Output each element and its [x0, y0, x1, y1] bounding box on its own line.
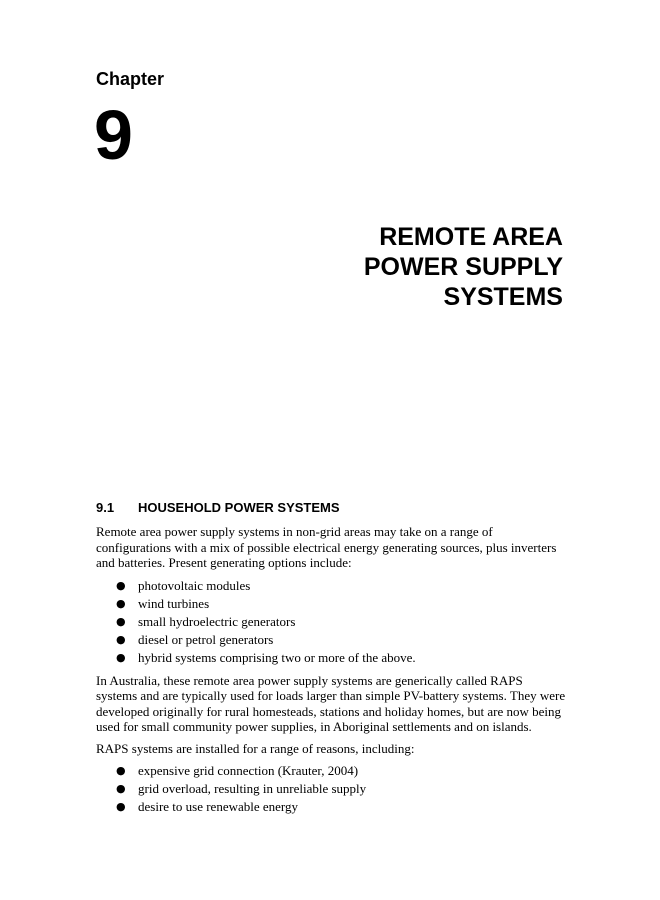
bullet-icon: ●	[116, 578, 126, 592]
generating-options-list	[96, 577, 566, 667]
bullet-icon: ●	[116, 764, 126, 777]
chapter-title-line: POWER SUPPLY	[363, 253, 563, 281]
chapter-title-line: REMOTE AREA	[379, 223, 563, 251]
list-item-text: diesel or petrol generators	[138, 631, 274, 647]
list-item	[96, 577, 566, 595]
list-item	[96, 649, 566, 667]
bullet-icon: ●	[116, 614, 126, 628]
list-item	[96, 613, 566, 631]
list-item	[96, 798, 566, 816]
list-item-text: grid overload, resulting in unreliable supply	[138, 781, 367, 796]
bullet-icon: ●	[116, 596, 126, 610]
list-item-text: hybrid systems comprising two or more of the above.	[138, 649, 416, 665]
list-item	[96, 762, 566, 780]
bullet-icon: ●	[116, 800, 126, 813]
list-item	[96, 780, 566, 798]
reasons-list	[96, 762, 566, 816]
list-item-text: desire to use renewable energy	[138, 799, 299, 814]
chapter-title	[364, 222, 563, 312]
list-item-text: wind turbines	[138, 595, 210, 611]
list-item	[96, 595, 566, 613]
paragraph-intro: Remote area power supply systems in non-grid areas may take on a range of configurations with a mix of possible electrical energy generating sources, plus inverters and batteries. Present generating options include:	[96, 524, 557, 570]
section-heading-text: HOUSEHOLD POWER SYSTEMS	[138, 500, 340, 515]
section-number: 9.1	[96, 500, 115, 515]
section-household-power-systems	[96, 499, 566, 822]
list-item-text: small hydroelectric generators	[138, 613, 296, 629]
bullet-icon: ●	[116, 632, 126, 646]
bullet-icon: ●	[116, 782, 126, 795]
list-item-text: photovoltaic modules	[138, 577, 251, 593]
chapter-label: Chapter	[96, 69, 165, 89]
chapter-number: 9	[94, 96, 133, 174]
section-heading	[96, 499, 566, 517]
list-item	[96, 631, 566, 649]
paragraph-reasons: RAPS systems are installed for a range of reasons, including:	[96, 740, 415, 756]
chapter-title-line: SYSTEMS	[443, 283, 563, 311]
list-item-text: expensive grid connection (Krauter, 2004)	[138, 763, 359, 778]
paragraph-australia: In Australia, these remote area power supply systems are generically called RAPS systems and are typically used for loads larger than simple PV-battery systems. They were developed originally for rural homesteads, stations and holiday homes, but are now being used for small community power supplies, in Aboriginal settlements and on islands.	[96, 672, 566, 734]
bullet-icon: ●	[116, 650, 126, 664]
